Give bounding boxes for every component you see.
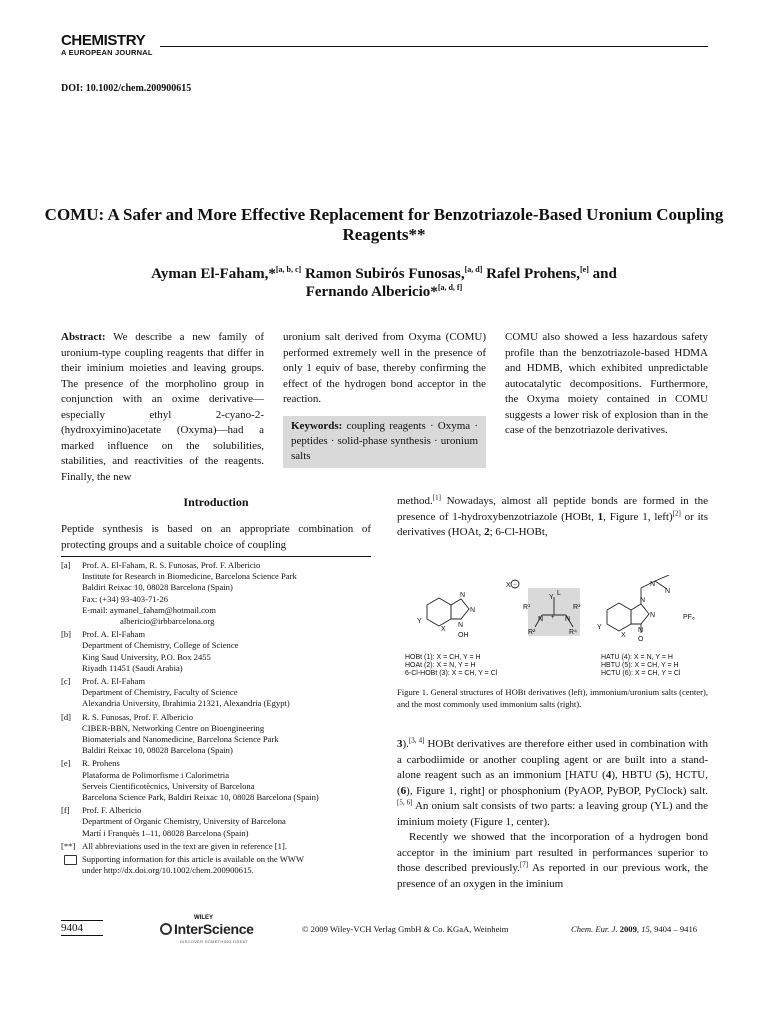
affiliation-line: Prof. A. El-Faham — [82, 676, 146, 687]
affiliation-block — [61, 805, 381, 839]
affiliations — [61, 560, 381, 878]
author-1-affil: [a, b, c] — [275, 265, 302, 274]
affiliation-line: Prof. F. Albericio — [82, 805, 142, 816]
text-span: ), Figure 1, right] or phosphonium (PyAOP, PyBOP, PyClock) salt. — [406, 784, 708, 797]
journal-pages: , 9404 – 9416 — [649, 924, 698, 934]
label-hoat: HOAt (2): X = N, Y = H — [405, 662, 476, 669]
triazole-ring-left — [451, 599, 469, 619]
affiliation-tag: [a] — [61, 560, 71, 570]
journal-volume: 15 — [641, 924, 650, 934]
author-4-affil: [a, d, f] — [437, 283, 463, 292]
keywords-label: Keywords: — [291, 420, 343, 432]
atom-y: Y — [597, 624, 602, 631]
atom-y: Y — [417, 618, 422, 625]
abstract-col-1 — [61, 330, 264, 485]
atom-n: N — [665, 588, 671, 595]
affiliation-line: Prof. A. El-Faham — [82, 629, 146, 640]
affiliation-line[interactable]: E-mail: aymanel_faham@hotmail.com — [82, 604, 216, 615]
atom-n: N — [638, 627, 644, 634]
atom-n: N — [640, 597, 646, 604]
atom-n: N — [565, 616, 571, 623]
affiliation-line: Baldiri Reixac 10, 08028 Barcelona (Spain) — [82, 745, 233, 756]
affiliation-block — [61, 560, 381, 627]
keywords-text: coupling reagents · Oxyma · peptides · solid-phase synthesis · uronium salts — [291, 420, 479, 462]
affiliation-line: Biomaterials and Nanomedicine, Barcelona Science Park — [82, 734, 279, 745]
text-span: or its derivatives (HOAt, — [397, 510, 708, 538]
logo-icon — [160, 923, 172, 935]
citation[interactable]: [3, 4] — [408, 736, 425, 745]
affiliation-line[interactable]: albericio@irbbarcelona.org — [120, 616, 215, 627]
intro-paragraph: Peptide synthesis is based on an appropriate combination of protecting groups and a suitable choice of coupling — [61, 523, 371, 551]
text-span: method. — [397, 495, 433, 507]
atom-x: X — [621, 632, 626, 639]
affiliation-line: King Saud University, P.O. Box 2455 — [82, 651, 211, 662]
copyright: © 2009 Wiley-VCH Verlag GmbH & Co. KGaA, Weinheim — [302, 924, 509, 934]
affiliation-line: All abbreviations used in the text are given in reference [1]. — [82, 840, 287, 851]
figure-1-structures — [397, 575, 708, 683]
citation[interactable]: [2] — [672, 508, 681, 517]
page-number-rule-bottom — [61, 935, 103, 936]
benzene-ring-right — [607, 603, 631, 631]
section-heading-introduction: Introduction — [183, 495, 249, 509]
label-hctu: HCTU (6): X = CH, Y = Cl — [601, 670, 681, 677]
label-hatu: HATU (4): X = N, Y = H — [601, 654, 673, 661]
affiliation-tag: [d] — [61, 711, 72, 722]
logo-row — [160, 921, 254, 939]
text-span: Nowadays, almost all peptide bonds are formed in the presence of 1-hydroxybenzotriazole (HOBt, — [397, 495, 708, 523]
affiliation-line: Riyadh 11451 (Saudi Arabia) — [82, 662, 183, 673]
atom-r1: R¹ — [523, 604, 531, 611]
atom-r3: R³ — [573, 604, 581, 611]
compound-number: 2 — [484, 526, 490, 538]
affiliation-line: Alexandria University, Ibrahimia 21321, Alexandria (Egypt) — [82, 698, 290, 709]
affiliation-line: Prof. A. El-Faham, R. S. Funosas, Prof. F. Albericio — [82, 560, 261, 570]
citation[interactable]: [5, 6] — [397, 798, 413, 807]
label-hbtu: HBTU (5): X = CH, Y = H — [601, 662, 679, 669]
text-span: ; 6-Cl-HOBt, — [489, 526, 548, 538]
text-span: An onium salt consists of two parts: a leaving group (YL) and the iminium moiety (Figure 1, center). — [397, 800, 708, 828]
atom-o: O — [638, 636, 644, 643]
affiliation-tag: [b] — [61, 629, 72, 640]
affiliation-block — [61, 629, 381, 674]
affiliation-tag: [c] — [61, 676, 71, 687]
compound-number: 3 — [397, 738, 403, 750]
compound-number: 4 — [605, 769, 612, 781]
atom-n: N — [538, 616, 544, 623]
supporting-line: Supporting information for this article is available on the WWW — [82, 854, 305, 865]
atom-l: L — [557, 590, 561, 597]
compound-number: 6 — [400, 784, 407, 797]
text-span: Recently we showed that the incorporation of a hydrogen bond acceptor in the iminium part resulted in performances superior to those described previously. — [397, 831, 708, 874]
author-2: Ramon Subirós Funosas, — [304, 266, 465, 282]
affiliation-block — [61, 676, 381, 710]
minus-sign: − — [513, 582, 517, 588]
abstract-text-1: We describe a new family of uronium-type coupling reagents that differ in their iminium moieties and leaving groups. The presence of the morpholino group in conjunction with an oxime derivative—especially ethyl 2-cyano-2-(hydroxyimino)acetate (Oxyma)—had a marked influence on the solubilities, stabilities, and reactivities of the reagents. Finally, the new — [61, 331, 264, 483]
plus-sign: + — [551, 615, 555, 621]
atom-x: X — [441, 626, 446, 633]
counter-ion-pf6: PF₆ — [683, 614, 695, 621]
affiliation-line: Department of Chemistry, Faculty of Science — [82, 687, 238, 698]
atom-n: N — [650, 612, 656, 619]
brand-subtitle: A EUROPEAN JOURNAL — [61, 48, 153, 57]
affiliation-line: Barcelona Science Park, Baldiri Reixac 10, 08028 Barcelona (Spain) — [82, 792, 319, 803]
author-and: and — [592, 266, 617, 282]
figure-1 — [397, 575, 708, 683]
author-1: Ayman El-Faham,* — [151, 266, 276, 282]
logo-wiley: WILEY — [194, 915, 213, 921]
text-span: ). — [402, 738, 409, 750]
affiliation-block — [61, 841, 381, 852]
author-3: Rafel Prohens, — [486, 266, 581, 282]
article-title: COMU: A Safer and More Effective Replacement for Benzotriazole-Based Uronium Coupling Reagents** — [44, 205, 724, 244]
atom-r2: R² — [528, 629, 536, 636]
affiliation-tag: [f] — [61, 805, 70, 816]
journal-name: Chem. Eur. J. — [571, 924, 618, 934]
footnote-rule — [61, 556, 371, 557]
atom-n: N — [458, 622, 464, 629]
logo-tagline: DISCOVER SOMETHING GREAT — [180, 939, 249, 944]
compound-number: 1 — [597, 510, 604, 523]
affiliation-line: Plataforma de Polimorfisme i Calorimetria — [82, 769, 230, 780]
benzene-ring-left — [427, 598, 451, 626]
counter-ion-x: X — [506, 582, 511, 589]
affiliation-block — [61, 712, 381, 757]
journal-brand — [61, 33, 153, 57]
atom-oh: OH — [458, 632, 469, 639]
text-span: ), HBTU ( — [611, 769, 660, 781]
compound-number: 5 — [659, 769, 665, 781]
keywords-box — [283, 416, 486, 468]
figure-1-caption: Figure 1. General structures of HOBt derivatives (left), immonium/uronium salts (center), and the most commonly used immonium salts (right). — [397, 687, 708, 709]
author-4: Fernando Albericio* — [305, 284, 438, 300]
atom-y: Y — [549, 594, 554, 601]
affiliation-tag: [**] — [61, 840, 76, 851]
text-span: As reported in our previous work, the presence of an oxygen in the iminium — [397, 862, 708, 890]
affiliation-line: R. S. Funosas, Prof. F. Albericio — [82, 711, 194, 722]
label-6-cl-hobt: 6-Cl-HOBt (3): X = CH, Y = Cl — [405, 670, 498, 677]
right-column-paragraph-2 — [397, 737, 708, 892]
journal-year: 2009 — [619, 924, 637, 934]
affiliation-line: Martí i Franquès 1–11, 08028 Barcelona (Spain) — [82, 827, 249, 838]
abstract-label: Abstract: — [61, 331, 106, 343]
affiliation-tag: [e] — [61, 758, 71, 769]
affiliation-block — [61, 758, 381, 803]
label-hobt: HOBt (1): X = CH, Y = H — [405, 654, 481, 661]
page-number: 9404 — [61, 922, 83, 934]
author-3-affil: [e] — [580, 265, 589, 274]
page-number-rule-top — [61, 920, 103, 921]
atom-n: N — [460, 592, 466, 599]
supporting-info — [61, 854, 381, 876]
atom-n: N — [650, 581, 656, 588]
right-column-paragraph-3 — [397, 830, 708, 892]
affiliation-line: R. Prohens — [82, 758, 120, 769]
doi[interactable]: DOI: 10.1002/chem.200900615 — [61, 83, 192, 94]
citation[interactable]: [1] — [432, 493, 441, 502]
text-span: HOBt derivatives are therefore either used in combination with a carbodiimide or another coupling agent or are built into a stand-alone reagent such as an immonium [HATU ( — [397, 738, 708, 781]
affiliation-line: Department of Chemistry, College of Science — [82, 640, 239, 651]
text-span: ), HCTU, ( — [397, 769, 708, 797]
logo-interscience: InterScience — [174, 921, 254, 937]
affiliation-line: Baldiri Reixac 10, 08028 Barcelona (Spain) — [82, 582, 233, 593]
abstract-col-2: uronium salt derived from Oxyma (COMU) performed extremely well in the presence of only 1 equiv of base, thereby confirming the effect of the hydrogen bond acceptor in the reaction. — [283, 331, 486, 405]
text-span: , Figure 1, left) — [603, 510, 673, 523]
triazole-ring-right — [631, 604, 649, 624]
atom-r4: R⁴ — [569, 629, 578, 636]
interscience-logo[interactable] — [160, 915, 254, 944]
header-rule — [160, 46, 708, 47]
abstract-col-3: COMU also showed a less hazardous safety profile than the benzotriazole-based HDMA and HDMB, which exhibited unpredictable autocatalytic decompositions. Furthermore, the Oxyma moiety contained in COMU suggests a lower risk of explosion than in the case of the benzotriazole derivatives. — [505, 331, 708, 436]
right-column-paragraph-1 — [397, 494, 708, 541]
atom-n: N — [470, 607, 476, 614]
citation[interactable]: [7] — [519, 860, 529, 869]
author-2-affil: [a, d] — [464, 265, 483, 274]
affiliation-line: CIBER-BBN, Networking Centre on Bioengineering — [82, 722, 265, 733]
brand-name: CHEMISTRY — [61, 32, 146, 49]
affiliation-line: Department of Organic Chemistry, University of Barcelona — [82, 816, 286, 827]
computer-icon — [64, 855, 77, 865]
journal-citation: Chem. Eur. J. 2009, 15, 9404 – 9416 — [571, 924, 698, 934]
affiliation-line: Serveis Cientificotècnics, University of Barcelona — [82, 780, 255, 791]
supporting-line[interactable]: under http://dx.doi.org/10.1002/chem.200900615. — [82, 865, 254, 876]
affiliation-line: Institute for Research in Biomedicine, Barcelona Science Park — [82, 571, 297, 582]
author-list — [40, 265, 728, 301]
affiliation-line: Fax: (+34) 93-403-71-26 — [82, 593, 168, 604]
